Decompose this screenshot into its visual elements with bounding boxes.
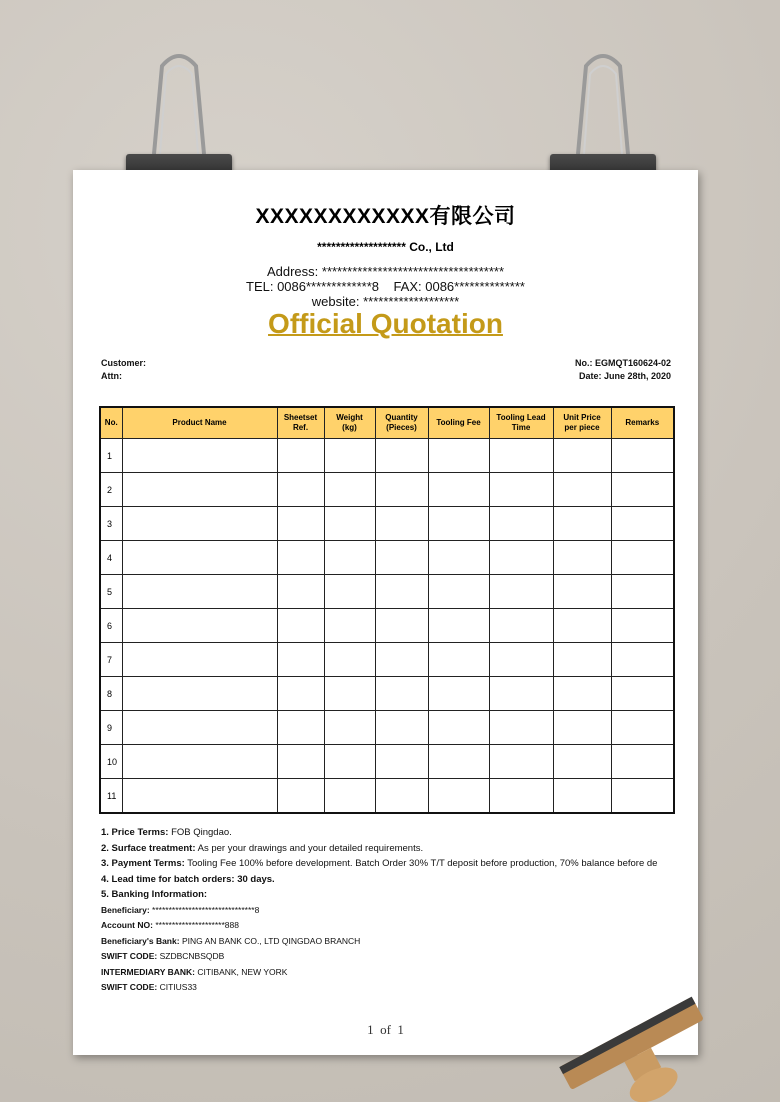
table-cell[interactable] (277, 541, 324, 575)
table-cell[interactable] (489, 575, 553, 609)
term-lead-time: 4. Lead time for batch orders: 30 days. (101, 873, 275, 885)
col-header: No. (100, 407, 122, 439)
table-cell[interactable] (553, 677, 611, 711)
table-cell[interactable] (375, 779, 428, 814)
table-cell[interactable] (553, 779, 611, 814)
table-cell[interactable] (428, 711, 489, 745)
quotation-number: No.: EGMQT160624-02 (574, 358, 671, 368)
table-cell[interactable] (611, 643, 674, 677)
table-cell[interactable] (428, 473, 489, 507)
table-cell[interactable] (553, 745, 611, 779)
row-number-cell: 2 (100, 473, 122, 507)
table-cell[interactable] (324, 779, 375, 814)
row-number-cell: 3 (100, 507, 122, 541)
table-row (100, 575, 674, 609)
table-cell[interactable] (375, 609, 428, 643)
row-number-cell: 10 (100, 745, 122, 779)
table-cell[interactable] (553, 643, 611, 677)
col-header: Sheetset Ref. (277, 407, 324, 439)
company-contact-block (73, 264, 698, 309)
table-row (100, 711, 674, 745)
col-header: Product Name (122, 407, 277, 439)
row-number-cell: 6 (100, 609, 122, 643)
table-cell[interactable] (122, 473, 277, 507)
table-cell[interactable] (553, 507, 611, 541)
table-cell[interactable] (428, 779, 489, 814)
table-row (100, 473, 674, 507)
col-header: Quantity (Pieces) (375, 407, 428, 439)
table-cell[interactable] (428, 745, 489, 779)
table-cell[interactable] (277, 507, 324, 541)
table-row (100, 609, 674, 643)
table-cell[interactable] (122, 609, 277, 643)
table-cell[interactable] (375, 643, 428, 677)
table-cell[interactable] (324, 507, 375, 541)
table-cell[interactable] (324, 711, 375, 745)
table-cell[interactable] (277, 711, 324, 745)
table-cell[interactable] (611, 711, 674, 745)
table-cell[interactable] (489, 439, 553, 473)
term-banking: 5. Banking Information: (101, 889, 208, 900)
table-cell[interactable] (122, 677, 277, 711)
term-surface: 2. Surface treatment: As per your drawings and your detailed requirements. (101, 842, 424, 854)
table-cell[interactable] (553, 711, 611, 745)
page-number: 1 of 1 (367, 1022, 404, 1037)
table-cell[interactable] (489, 643, 553, 677)
bank-intermediary: INTERMEDIARY BANK: CITIBANK, NEW YORK (101, 966, 288, 977)
table-cell[interactable] (553, 609, 611, 643)
table-cell[interactable] (277, 575, 324, 609)
table-cell[interactable] (324, 643, 375, 677)
col-header: Unit Price per piece (553, 407, 611, 439)
company-website: website: ******************* (311, 294, 460, 309)
table-row (100, 541, 674, 575)
table-cell[interactable] (122, 575, 277, 609)
table-row (100, 439, 674, 473)
table-cell[interactable] (489, 609, 553, 643)
table-cell[interactable] (375, 439, 428, 473)
table-cell[interactable] (277, 643, 324, 677)
table-cell[interactable] (277, 609, 324, 643)
table-cell[interactable] (611, 439, 674, 473)
table-cell[interactable] (611, 541, 674, 575)
table-cell[interactable] (324, 609, 375, 643)
col-header: Tooling Lead Time (489, 407, 553, 439)
quotation-date: Date: June 28th, 2020 (578, 371, 671, 381)
table-cell[interactable] (122, 745, 277, 779)
table-cell[interactable] (428, 609, 489, 643)
table-cell[interactable] (375, 507, 428, 541)
table-cell[interactable] (122, 643, 277, 677)
table-cell[interactable] (122, 507, 277, 541)
table-cell[interactable] (324, 473, 375, 507)
table-cell[interactable] (553, 575, 611, 609)
table-cell[interactable] (375, 575, 428, 609)
table-cell[interactable] (428, 643, 489, 677)
table-cell[interactable] (489, 779, 553, 814)
table-cell[interactable] (489, 473, 553, 507)
table-cell[interactable] (489, 541, 553, 575)
table-cell[interactable] (122, 541, 277, 575)
reference-block (575, 357, 671, 383)
bank-name: Beneficiary's Bank: PING AN BANK CO., LTD QINGDAO BRANCH (101, 935, 361, 946)
quotation-sheet (73, 170, 698, 1055)
table-cell[interactable] (324, 439, 375, 473)
table-cell[interactable] (489, 677, 553, 711)
table-cell[interactable] (489, 711, 553, 745)
table-cell[interactable] (375, 473, 428, 507)
table-cell[interactable] (611, 507, 674, 541)
table-row (100, 677, 674, 711)
term-payment: 3. Payment Terms: Tooling Fee 100% before development. Batch Order 30% T/T deposit before production, 70% balance before de (101, 858, 658, 869)
table-cell[interactable] (428, 677, 489, 711)
row-number-cell: 5 (100, 575, 122, 609)
table-cell[interactable] (122, 711, 277, 745)
table-cell[interactable] (375, 745, 428, 779)
col-header: Remarks (611, 407, 674, 439)
row-number-cell: 11 (100, 779, 122, 814)
company-tel-fax: TEL: 0086*************8 FAX: 0086************** (246, 279, 525, 294)
table-cell[interactable] (277, 439, 324, 473)
table-row (100, 779, 674, 814)
customer-block (101, 357, 146, 383)
row-number-cell: 8 (100, 677, 122, 711)
bank-beneficiary: Beneficiary: *******************************8 (101, 904, 260, 915)
table-row (100, 745, 674, 779)
col-header: Tooling Fee (428, 407, 489, 439)
bank-account: Account NO: *********************888 (101, 920, 239, 930)
table-cell[interactable] (122, 439, 277, 473)
table-cell[interactable] (428, 439, 489, 473)
table-cell[interactable] (611, 745, 674, 779)
attn-label: Attn: (101, 371, 122, 381)
table-cell[interactable] (122, 779, 277, 814)
customer-label: Customer: (101, 358, 147, 368)
table-cell[interactable] (324, 745, 375, 779)
table-cell[interactable] (611, 609, 674, 643)
table-cell[interactable] (277, 473, 324, 507)
table-row (100, 643, 674, 677)
row-number-cell: 4 (100, 541, 122, 575)
table-cell[interactable] (611, 575, 674, 609)
table-row (100, 507, 674, 541)
table-cell[interactable] (489, 507, 553, 541)
table-cell[interactable] (277, 779, 324, 814)
table-cell[interactable] (553, 439, 611, 473)
terms-block (101, 825, 676, 996)
quotation-table (99, 406, 675, 814)
table-cell[interactable] (428, 507, 489, 541)
row-number-cell: 9 (100, 711, 122, 745)
row-number-cell: 7 (100, 643, 122, 677)
table-cell[interactable] (324, 677, 375, 711)
table-cell[interactable] (375, 677, 428, 711)
table-cell[interactable] (324, 541, 375, 575)
table-cell[interactable] (324, 575, 375, 609)
table-cell[interactable] (489, 745, 553, 779)
company-address: Address: ************************************ (266, 264, 505, 279)
table-cell[interactable] (428, 541, 489, 575)
table-cell[interactable] (611, 473, 674, 507)
term-price: 1. Price Terms: FOB Qingdao. (101, 827, 232, 838)
table-cell[interactable] (375, 711, 428, 745)
wooden-stamp-icon (548, 990, 718, 1102)
clip-wire-icon (144, 46, 214, 156)
table-cell[interactable] (375, 541, 428, 575)
document-title: Official Quotation (268, 308, 503, 339)
table-header-row (100, 407, 674, 439)
table-cell[interactable] (553, 473, 611, 507)
company-english-name: ******************* Co., Ltd (317, 240, 454, 254)
clip-wire-icon (568, 46, 638, 156)
table-cell[interactable] (611, 779, 674, 814)
table-cell[interactable] (553, 541, 611, 575)
table-cell[interactable] (277, 677, 324, 711)
company-name: XXXXXXXXXXXX有限公司 (255, 205, 516, 228)
bank-swift: SWIFT CODE: SZDBCNBSQDB (101, 951, 225, 961)
bank-intermediary-swift: SWIFT CODE: CITIUS33 (101, 982, 197, 992)
table-cell[interactable] (428, 575, 489, 609)
col-header: Weight (kg) (324, 407, 375, 439)
table-cell[interactable] (611, 677, 674, 711)
table-cell[interactable] (277, 745, 324, 779)
row-number-cell: 1 (100, 439, 122, 473)
